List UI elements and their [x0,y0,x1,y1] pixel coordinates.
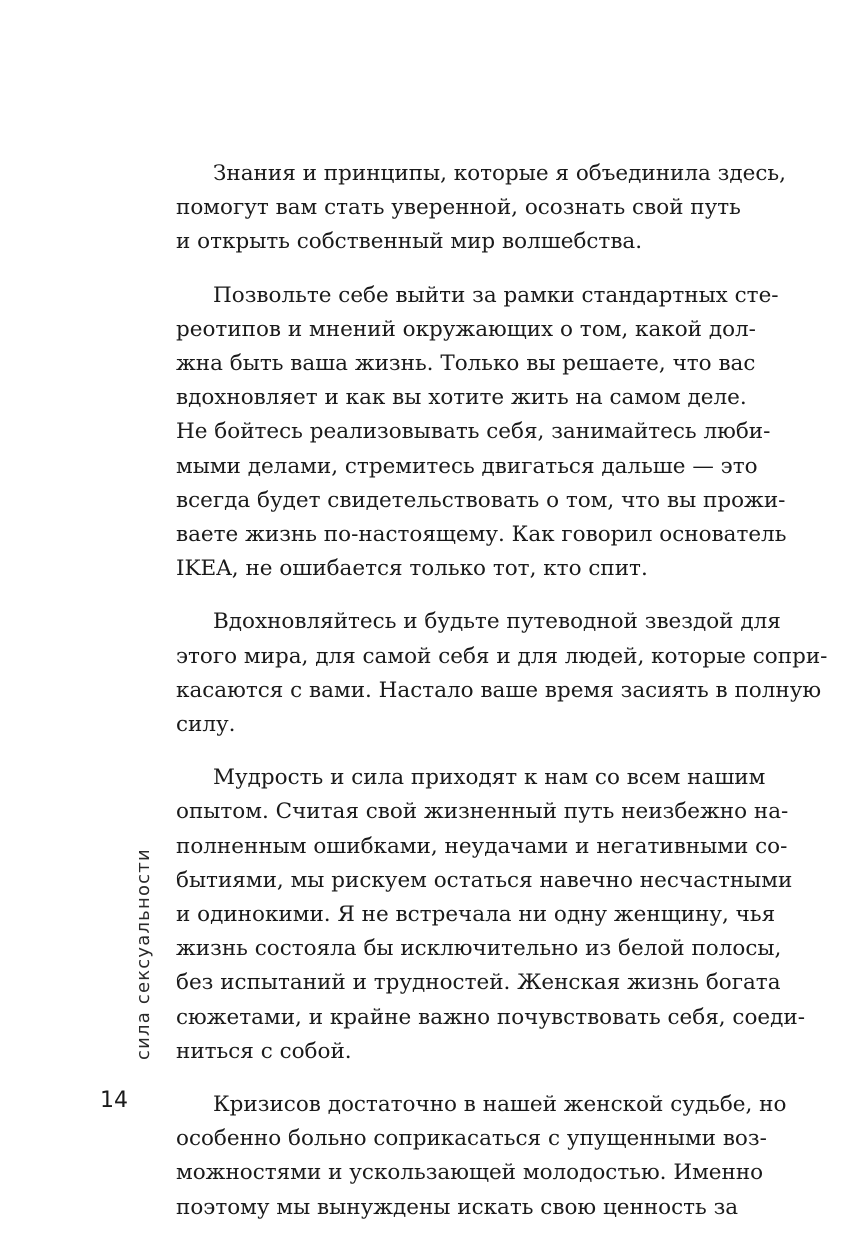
text-line: бытиями, мы рискуем остаться навечно несчастными [176,867,793,893]
text-line: без испытаний и трудностей. Женская жизнь богата [176,970,781,996]
text-line: помогут вам стать уверенной, осознать свой путь [176,195,741,221]
body-text [176,157,828,1244]
paragraph-3 [176,605,828,742]
text-line: всегда будет свидетельствовать о том, что вы прожи- [176,487,786,513]
text-line: Вдохновляйтесь и будьте путеводной звездой для [213,609,781,635]
text-line: опытом. Считая свой жизненный путь неизбежно на- [176,799,789,825]
page-number: 14 [100,1088,128,1113]
paragraph-1 [176,157,786,260]
text-line: Знания и принципы, которые я объединила здесь, [213,161,786,186]
paragraph-5 [176,1088,787,1225]
text-line: жна быть ваша жизнь. Только вы решаете, что вас [176,351,756,377]
text-line: и открыть собственный мир волшебства. [176,229,643,255]
text-line: этого мира, для самой себя и для людей, которые сопри- [176,643,828,669]
text-line: ниться с собой. [176,1038,352,1064]
text-line: Кризисов достаточно в нашей женской судьбе, но [213,1092,787,1118]
text-line: жизнь состояла бы исключительно из белой полосы, [176,936,782,962]
text-line: ваете жизнь по-настоящему. Как говорил основатель [176,522,787,548]
text-line: вдохновляет и как вы хотите жить на самом деле. [176,385,747,411]
text-line: касаются с вами. Настало ваше время засиять в полную [176,677,822,703]
text-line: сюжетами, и крайне важно почувствовать себя, соеди- [176,1004,805,1030]
text-line: поэтому мы вынуждены искать свою ценность за [176,1194,739,1220]
text-line: Не бойтесь реализовывать себя, занимайтесь люби- [176,419,771,445]
text-line: силу. [176,712,236,738]
text-line: мыми делами, стремитесь двигаться дальше — это [176,453,758,479]
paragraph-4 [176,761,805,1069]
text-line: полненным ошибками, неудачами и негативными со- [176,833,788,859]
paragraph-2 [176,279,787,587]
text-line: особенно больно соприкасаться с упущенными воз- [176,1126,767,1152]
text-line: реотипов и мнений окружающих о том, какой дол- [176,316,756,342]
text-line: Мудрость и сила приходят к нам со всем нашим [213,765,766,791]
text-line: Позвольте себе выйти за рамки стандартных сте- [213,282,779,308]
text-line: можностями и ускользающей молодостью. Именно [176,1160,764,1186]
running-head: сила сексуальности [133,848,154,1060]
text-line: IKEA, не ошибается только тот, кто спит. [176,556,648,582]
text-line: и одинокими. Я не встречала ни одну женщину, чья [176,902,776,928]
